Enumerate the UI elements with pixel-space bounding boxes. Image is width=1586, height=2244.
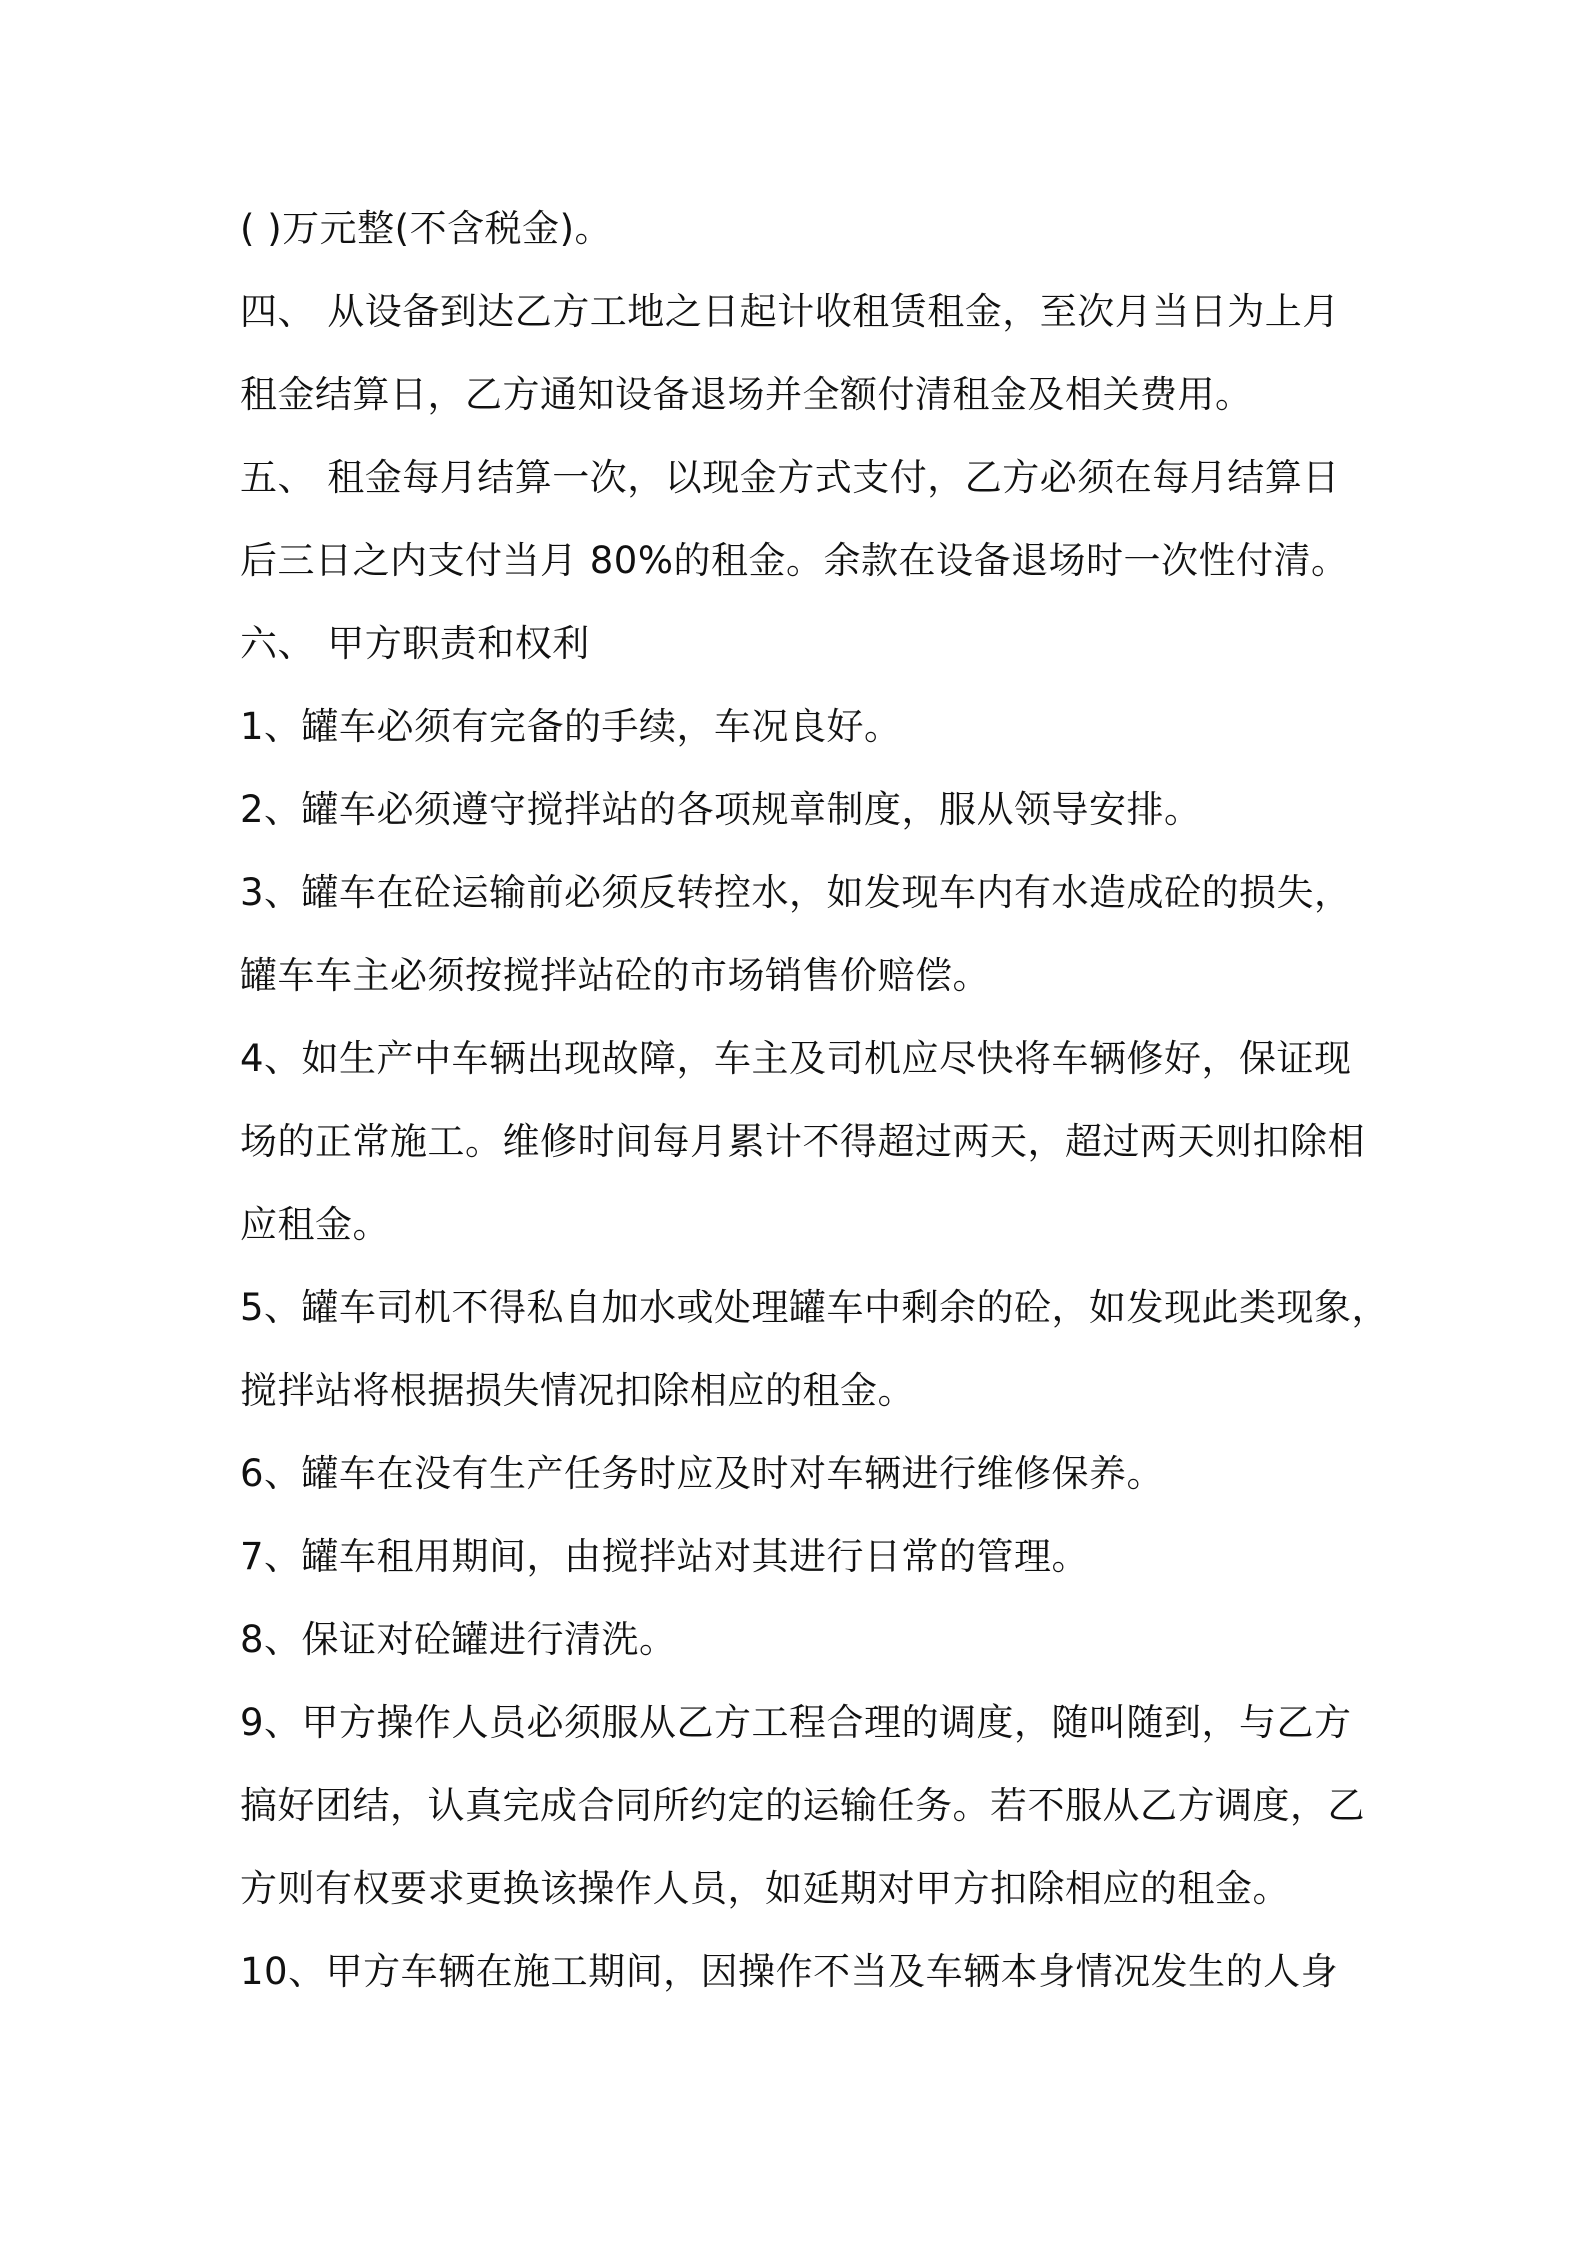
text-line: 方则有权要求更换该操作人员，如延期对甲方扣除相应的租金。 xyxy=(240,1867,1290,1910)
text-line: 五、 租金每月结算一次，以现金方式支付，乙方必须在每月结算日 xyxy=(240,456,1340,499)
text-line: 8、保证对砼罐进行清洗。 xyxy=(240,1618,677,1661)
text-line: 6、罐车在没有生产任务时应及时对车辆进行维修保养。 xyxy=(240,1452,1165,1495)
text-line: 四、 从设备到达乙方工地之日起计收租赁租金，至次月当日为上月 xyxy=(240,290,1340,333)
text-line: 后三日之内支付当月 80%的租金。余款在设备退场时一次性付清。 xyxy=(240,539,1349,582)
text-line: 搅拌站将根据损失情况扣除相应的租金。 xyxy=(240,1369,915,1412)
text-line: 罐车车主必须按搅拌站砼的市场销售价赔偿。 xyxy=(240,954,990,997)
text-line: 7、罐车租用期间，由搅拌站对其进行日常的管理。 xyxy=(240,1535,1090,1578)
text-line: 场的正常施工。维修时间每月累计不得超过两天，超过两天则扣除相 xyxy=(240,1120,1365,1163)
text-line: 搞好团结，认真完成合同所约定的运输任务。若不服从乙方调度，乙 xyxy=(240,1784,1365,1827)
text-line: 应租金。 xyxy=(240,1203,390,1246)
section-heading: 六、 甲方职责和权利 xyxy=(240,622,590,665)
text-line: 1、罐车必须有完备的手续，车况良好。 xyxy=(240,705,902,748)
text-line: 租金结算日，乙方通知设备退场并全额付清租金及相关费用。 xyxy=(240,373,1253,416)
text-line: ( )万元整(不含税金)。 xyxy=(240,207,613,250)
text-line: 9、甲方操作人员必须服从乙方工程合理的调度，随叫随到，与乙方 xyxy=(240,1701,1352,1744)
text-line: 2、罐车必须遵守搅拌站的各项规章制度，服从领导安排。 xyxy=(240,788,1202,831)
text-line: 5、罐车司机不得私自加水或处理罐车中剩余的砼，如发现此类现象， xyxy=(240,1286,1390,1329)
text-line: 4、如生产中车辆出现故障，车主及司机应尽快将车辆修好，保证现 xyxy=(240,1037,1352,1080)
text-line: 10、甲方车辆在施工期间，因操作不当及车辆本身情况发生的人身 xyxy=(240,1950,1339,1993)
text-line: 3、罐车在砼运输前必须反转控水，如发现车内有水造成砼的损失， xyxy=(240,871,1352,914)
